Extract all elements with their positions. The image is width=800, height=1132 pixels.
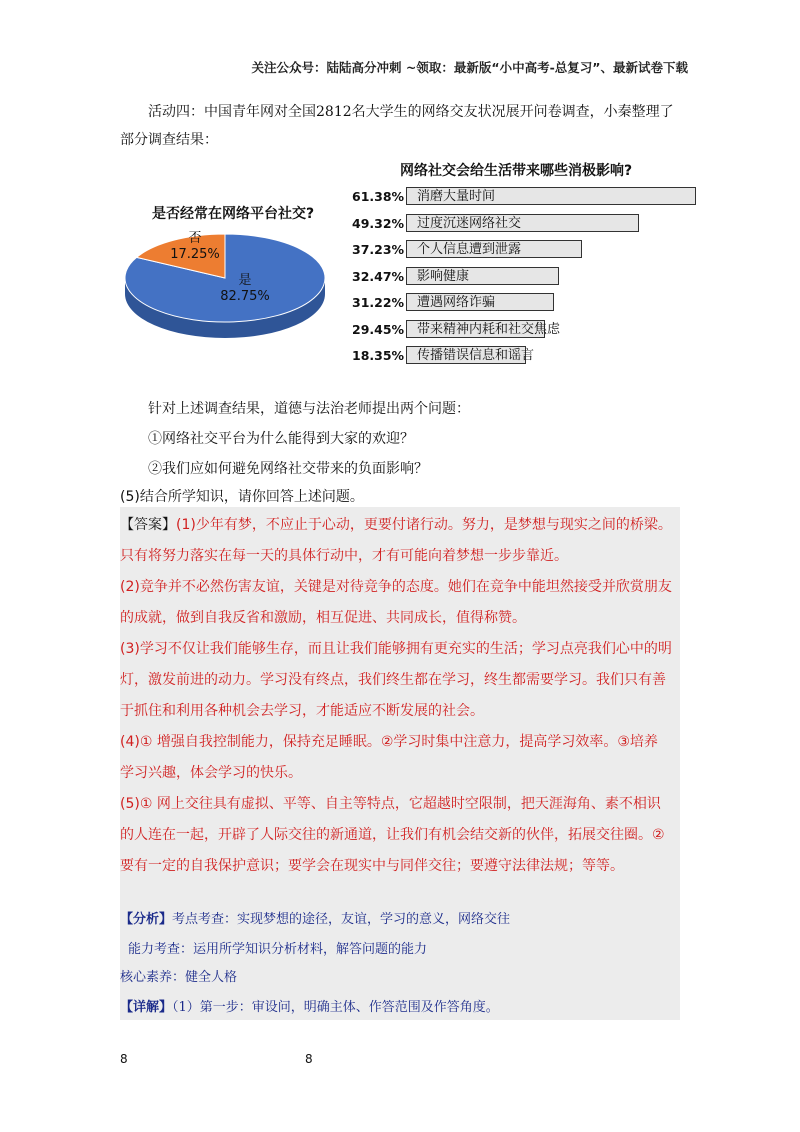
answer-text: 要有一定的自我保护意识；要学会在现实中与同伴交往；要遵守法律法规；等等。	[120, 858, 624, 874]
answer-line	[120, 573, 680, 601]
charts-area	[120, 160, 680, 380]
analysis-text-1: 考点考查：实现梦想的途径，友谊，学习的意义，网络交往	[172, 912, 511, 927]
answer-text: (5)① 网上交往具有虚拟、平等、自主等特点，它超越时空限制，把天涯海角、素不相识	[120, 796, 661, 812]
answer-line	[120, 852, 680, 880]
bar-value-label: 37.23%	[352, 242, 405, 257]
page-number-left: 8	[120, 1052, 128, 1066]
bar-value-label: 31.22%	[352, 295, 405, 310]
answer-text: 只有将努力落实在每一天的具体行动中，才有可能向着梦想一步步靠近。	[120, 548, 568, 564]
pie-category-label: 是	[238, 273, 252, 288]
answer-text: (2)竞争并不必然伤害友谊，关键是对待竞争的态度。她们在竞争中能坦然接受并欣赏朋友	[120, 579, 672, 595]
bar: 过度沉迷网络社交	[406, 214, 639, 232]
answer-text: 于抓住和利用各种机会去学习，才能适应不断发展的社会。	[120, 703, 484, 719]
answer-text: (3)学习不仅让我们能够生存，而且让我们能够拥有更充实的生活；学习点亮我们心中的明	[120, 641, 672, 657]
bar: 遭遇网络诈骗	[406, 293, 554, 311]
pie-chart-title: 是否经常在网络平台社交?	[152, 206, 315, 222]
bar-value-label: 18.35%	[352, 348, 405, 363]
question-2: ②我们应如何避免网络社交带来的负面影响？	[148, 461, 428, 477]
answer-text: 的人连在一起，开辟了人际交往的新通道，让我们有机会结交新的伙伴，拓展交往圈。②	[120, 827, 665, 843]
intro-paragraph: 活动四：中国青年网对全国2812名大学生的网络交友状况展开问卷调查，小秦整理了部分调查结果：	[120, 104, 674, 148]
bar-value-label: 32.47%	[352, 268, 405, 284]
analysis-line-1	[120, 908, 680, 932]
answer-line	[120, 790, 680, 818]
pie-category-label: 否	[188, 231, 202, 246]
bar: 带来精神内耗和社交焦虑	[406, 320, 545, 338]
answer-line	[120, 635, 680, 663]
answer-text: 的成就，做到自我反省和激励，相互促进、共同成长，值得称赞。	[120, 610, 526, 626]
analysis-tag: 【分析】	[120, 912, 173, 927]
answer-line	[120, 542, 680, 570]
answer-line	[120, 604, 680, 632]
analysis-line-3: 核心素养：健全人格	[120, 970, 238, 985]
answer-line	[120, 697, 680, 725]
bar: 影响健康	[406, 267, 559, 285]
analysis-text-4: （1）第一步：审设问，明确主体、作答范围及作答角度。	[172, 1000, 499, 1015]
answer-text: 学习兴趣，体会学习的快乐。	[120, 765, 302, 781]
answer-tag: 【答案】	[120, 517, 176, 533]
answer-text: (4)① 增强自我控制能力，保持充足睡眠。②学习时集中注意力，提高学习效率。③培养	[120, 734, 658, 750]
page-number-right: 8	[305, 1052, 313, 1066]
answer-line	[120, 759, 680, 787]
pie-value-label: 17.25%	[170, 247, 220, 262]
answer-text: (1)少年有梦，不应止于心动，更要付诸行动。努力，是梦想与现实之间的桥梁。	[176, 517, 672, 533]
answer-text: 灯，激发前进的动力。学习没有终点，我们终生都在学习，终生都需要学习。我们只有善	[120, 672, 666, 688]
analysis-line-2: 能力考查：运用所学知识分析材料，解答问题的能力	[128, 942, 428, 957]
analysis-line-4	[120, 996, 680, 1020]
bar-value-label: 49.32%	[352, 215, 405, 231]
bar-chart-title: 网络社交会给生活带来哪些消极影响?	[400, 163, 633, 179]
answer-line	[120, 666, 680, 694]
teacher-text: 针对上述调查结果，道德与法治老师提出两个问题：	[148, 401, 470, 417]
answer-line	[120, 511, 680, 539]
bar: 消磨大量时间	[406, 187, 696, 205]
detail-tag: 【详解】	[120, 1000, 173, 1015]
bar-value-label: 29.45%	[352, 321, 405, 337]
pie-chart	[120, 220, 340, 350]
bar: 个人信息遭到泄露	[406, 240, 582, 258]
question-1: ①网络社交平台为什么能得到大家的欢迎？	[148, 431, 414, 447]
bar: 传播错误信息和谣言	[406, 346, 526, 364]
page-header: 关注公众号：陆陆高分冲刺 ~领取：最新版“小中高考-总复习”、最新试卷下载	[251, 60, 688, 75]
answer-line	[120, 821, 680, 849]
answer-line	[120, 728, 680, 756]
question-5: (5)结合所学知识，请你回答上述问题。	[120, 489, 364, 505]
pie-value-label: 82.75%	[220, 289, 270, 304]
bar-value-label: 61.38%	[352, 189, 405, 204]
